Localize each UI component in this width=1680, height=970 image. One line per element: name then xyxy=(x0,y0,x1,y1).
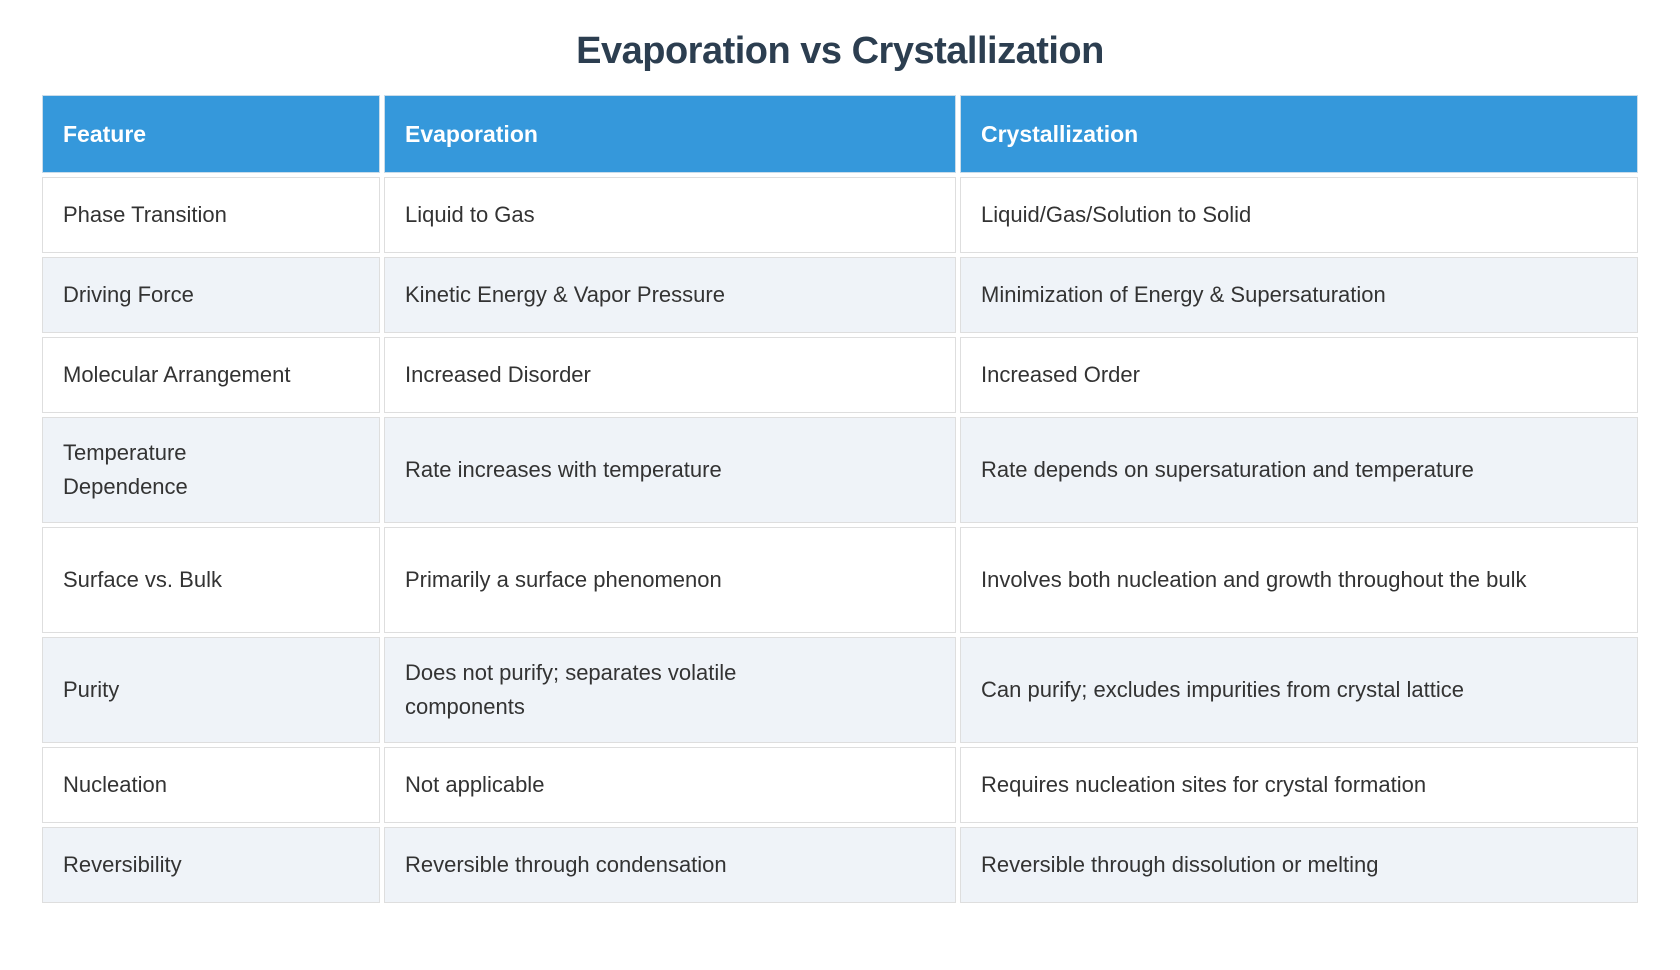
table-row xyxy=(42,337,1638,413)
cell-text: Driving Force xyxy=(63,281,194,307)
cell-evaporation xyxy=(384,637,956,743)
cell-text: Reversibility xyxy=(63,851,182,877)
cell-text: Rate increases with temperature xyxy=(405,456,722,482)
column-header-evaporation: Evaporation xyxy=(384,95,956,173)
cell-text: Not applicable xyxy=(405,771,545,797)
cell-text: Purity xyxy=(63,676,120,702)
cell-evaporation xyxy=(384,417,956,523)
table-header-row xyxy=(42,95,1638,173)
cell-text: Does not purify; separates volatile components xyxy=(405,659,737,719)
cell-text: Can purify; excludes impurities from crystal lattice xyxy=(981,676,1464,702)
cell-text: Increased Disorder xyxy=(405,361,591,387)
cell-text: Liquid/Gas/Solution to Solid xyxy=(981,201,1252,227)
cell-evaporation xyxy=(384,747,956,823)
table-row xyxy=(42,637,1638,743)
cell-text: Requires nucleation sites for crystal formation xyxy=(981,771,1427,797)
cell-evaporation xyxy=(384,177,956,253)
cell-text: Reversible through dissolution or melting xyxy=(981,851,1379,877)
table-row xyxy=(42,417,1638,523)
cell-feature xyxy=(42,527,380,633)
cell-feature xyxy=(42,177,380,253)
cell-text: Rate depends on supersaturation and temperature xyxy=(981,456,1474,482)
cell-text: Increased Order xyxy=(981,361,1140,387)
table-row xyxy=(42,257,1638,333)
cell-crystallization xyxy=(960,747,1638,823)
cell-crystallization xyxy=(960,337,1638,413)
cell-text: Primarily a surface phenomenon xyxy=(405,566,722,592)
table-row xyxy=(42,747,1638,823)
cell-text: Reversible through condensation xyxy=(405,851,727,877)
column-header-feature: Feature xyxy=(42,95,380,173)
cell-text: Kinetic Energy & Vapor Pressure xyxy=(405,281,725,307)
cell-crystallization xyxy=(960,527,1638,633)
cell-text: Minimization of Energy & Supersaturation xyxy=(981,281,1386,307)
page-title: Evaporation vs Crystallization xyxy=(576,30,1104,72)
cell-text: Nucleation xyxy=(63,771,167,797)
cell-crystallization xyxy=(960,417,1638,523)
cell-text: Liquid to Gas xyxy=(405,201,535,227)
cell-crystallization xyxy=(960,827,1638,903)
cell-evaporation xyxy=(384,527,956,633)
cell-feature xyxy=(42,417,380,523)
cell-text: Involves both nucleation and growth throughout the bulk xyxy=(981,566,1527,592)
cell-text: Phase Transition xyxy=(63,201,227,227)
cell-crystallization xyxy=(960,177,1638,253)
cell-evaporation xyxy=(384,827,956,903)
table-row xyxy=(42,827,1638,903)
cell-evaporation xyxy=(384,337,956,413)
cell-feature xyxy=(42,747,380,823)
cell-crystallization xyxy=(960,637,1638,743)
table-row xyxy=(42,527,1638,633)
cell-text: Temperature Dependence xyxy=(63,439,188,499)
cell-feature xyxy=(42,337,380,413)
comparison-table xyxy=(38,91,1642,907)
table-row xyxy=(42,177,1638,253)
cell-crystallization xyxy=(960,257,1638,333)
cell-text: Surface vs. Bulk xyxy=(63,566,222,592)
column-header-crystallization: Crystallization xyxy=(960,95,1638,173)
cell-feature xyxy=(42,257,380,333)
cell-text: Molecular Arrangement xyxy=(63,361,291,387)
cell-feature xyxy=(42,637,380,743)
cell-evaporation xyxy=(384,257,956,333)
cell-feature xyxy=(42,827,380,903)
